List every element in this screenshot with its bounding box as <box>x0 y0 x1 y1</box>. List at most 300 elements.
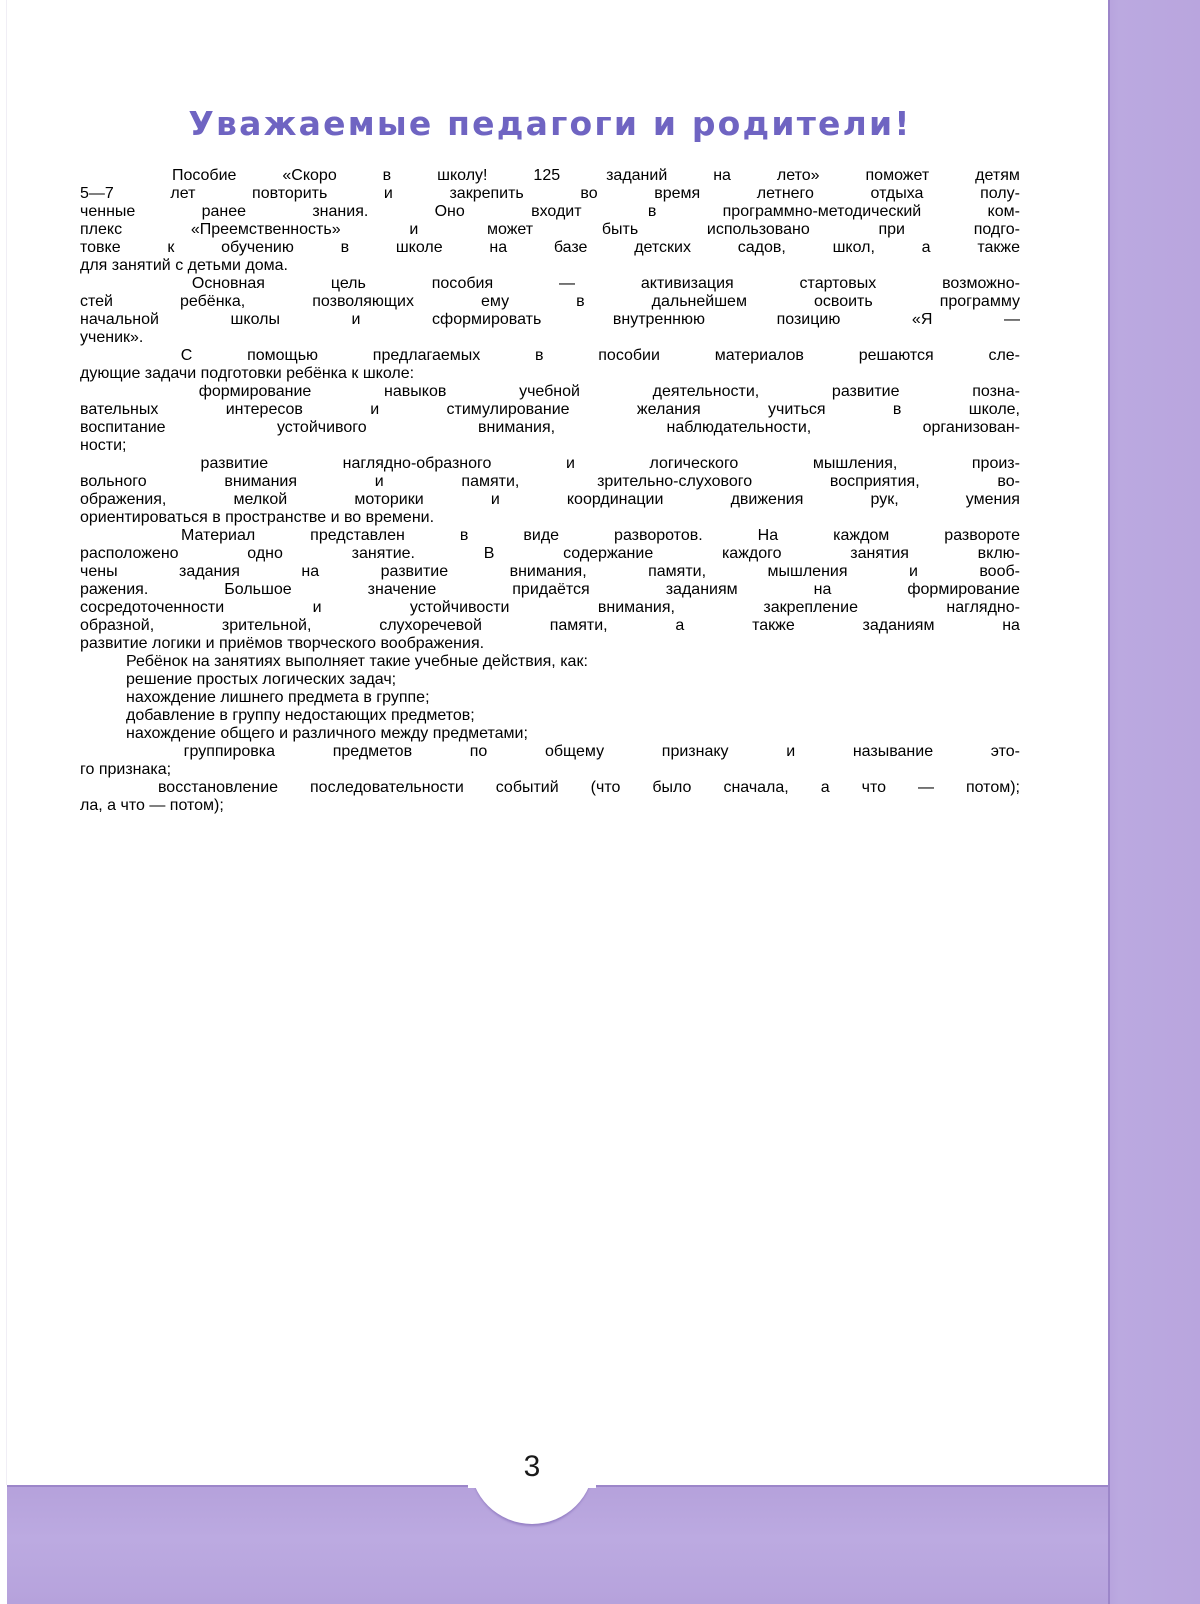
text-line <box>80 383 1020 401</box>
word: нахождение <box>126 725 216 742</box>
text-line <box>80 779 1020 797</box>
word: наблюдательности, <box>666 419 812 436</box>
word: С <box>180 347 193 364</box>
word: на <box>191 653 210 670</box>
word: повторить <box>252 185 328 202</box>
word: стей <box>80 293 113 310</box>
word: времени. <box>365 509 435 526</box>
word: ображения, <box>80 491 167 508</box>
word: на <box>813 581 832 598</box>
word: и <box>908 563 918 580</box>
word: и <box>409 221 419 238</box>
word: внимания, <box>478 419 556 436</box>
word: Ребёнок <box>126 653 188 670</box>
paragraph-indent <box>80 167 126 185</box>
word: логических <box>262 671 345 688</box>
word: на <box>301 563 320 580</box>
word: формирование <box>198 383 312 400</box>
bullet-indent <box>80 455 126 473</box>
bullet-indent <box>80 671 126 689</box>
text-line <box>80 761 1020 779</box>
bullet-indent <box>80 779 126 797</box>
word: поможет <box>865 167 930 184</box>
word: подго- <box>973 221 1020 238</box>
word: — <box>149 797 166 814</box>
word: во- <box>997 473 1020 490</box>
word: го <box>80 761 95 778</box>
word: школ, <box>832 239 875 256</box>
bullet-indent <box>80 707 126 725</box>
word: ченные <box>80 203 136 220</box>
word: развитие <box>200 455 269 472</box>
text-line <box>80 509 1020 527</box>
word: формирование <box>907 581 1020 598</box>
word: виде <box>523 527 560 544</box>
word: на <box>489 239 508 256</box>
word: ла, <box>80 797 103 814</box>
text-line <box>80 527 1020 545</box>
word: начальной <box>80 311 159 328</box>
word: по <box>469 743 488 760</box>
word: программу <box>939 293 1020 310</box>
word: творческого <box>287 635 377 652</box>
word: быть <box>601 221 639 238</box>
word: программно-методический <box>722 203 922 220</box>
word: подготовки <box>200 365 282 382</box>
text-line <box>80 599 1020 617</box>
text-line <box>80 581 1020 599</box>
word: 125 <box>533 167 561 184</box>
text-line <box>80 203 1020 221</box>
word: заданиям <box>862 617 935 634</box>
word: для <box>80 257 108 274</box>
word: при <box>878 221 905 238</box>
word: мелкой <box>233 491 288 508</box>
text-line <box>80 653 1020 671</box>
word: добавление <box>126 707 215 724</box>
intro-paragraph <box>80 167 1020 275</box>
word: в <box>576 293 585 310</box>
text-line <box>80 239 1020 257</box>
word: было <box>652 779 692 796</box>
word: приёмов <box>218 635 283 652</box>
text-line <box>80 401 1020 419</box>
word: и <box>565 455 575 472</box>
word: задач; <box>349 671 397 688</box>
bullet-indent <box>80 743 126 761</box>
word: ранее <box>201 203 247 220</box>
word: нахождение <box>126 689 216 706</box>
word: что <box>120 797 145 814</box>
word: вольного <box>80 473 147 490</box>
word: время <box>654 185 701 202</box>
word: а <box>675 617 685 634</box>
word: в <box>459 527 469 544</box>
word: расположено <box>80 545 179 562</box>
word: сформировать <box>432 311 542 328</box>
word: заданиям <box>665 581 738 598</box>
word: такие <box>369 653 411 670</box>
word: слухоречевой <box>379 617 482 634</box>
text-line <box>80 563 1020 581</box>
word: во <box>343 509 362 526</box>
word: ности; <box>80 437 127 454</box>
word: развитие <box>380 563 449 580</box>
word: (что <box>590 779 621 796</box>
text-line <box>80 185 1020 203</box>
word: пространстве <box>225 509 327 526</box>
word: учебные <box>414 653 479 670</box>
word: Пособие <box>171 167 237 184</box>
word: дальнейшем <box>651 293 747 310</box>
text-line <box>80 293 1020 311</box>
text-line <box>80 329 1020 347</box>
bullet-indent <box>80 725 126 743</box>
word: к <box>351 365 359 382</box>
text-line <box>80 347 1020 365</box>
word: предмета <box>288 689 359 706</box>
word: устойчивого <box>276 419 367 436</box>
word: в <box>535 347 544 364</box>
word: также <box>752 617 795 634</box>
word: развитие <box>831 383 900 400</box>
word: в <box>340 239 350 256</box>
word: занятия <box>850 545 909 562</box>
word: Большое <box>224 581 292 598</box>
text-line <box>80 311 1020 329</box>
text-line <box>80 725 1020 743</box>
word: Материал <box>181 527 256 544</box>
word: и <box>330 509 340 526</box>
word: задачи <box>144 365 197 382</box>
word: и <box>312 599 322 616</box>
page-content <box>80 104 1020 815</box>
word: наглядно-образного <box>342 455 492 472</box>
word: умения <box>965 491 1020 508</box>
word: заданий <box>606 167 668 184</box>
word: пособия <box>431 275 494 292</box>
word: «Я <box>911 311 933 328</box>
word: — <box>559 275 576 292</box>
word: действия, <box>482 653 556 670</box>
word: потом); <box>169 797 224 814</box>
word: базе <box>553 239 588 256</box>
word: вооб- <box>979 563 1020 580</box>
word: школы <box>230 311 280 328</box>
word: «Скоро <box>282 167 337 184</box>
word: предметами; <box>432 725 528 742</box>
word: занятиях <box>214 653 281 670</box>
word: предметов <box>332 743 413 760</box>
word: группу <box>232 707 281 724</box>
word: сосредоточенности <box>80 599 225 616</box>
word: может <box>487 221 534 238</box>
word: решаются <box>858 347 934 364</box>
word: предлагаемых <box>372 347 481 364</box>
text-line <box>80 167 1020 185</box>
word: ражения. <box>80 581 149 598</box>
paragraph-indent <box>80 347 126 365</box>
word: а <box>820 779 830 796</box>
paragraph-indent <box>80 527 126 545</box>
word: воспитание <box>80 419 166 436</box>
word: наглядно- <box>946 599 1020 616</box>
word: 5—7 <box>80 185 114 202</box>
word: что <box>861 779 886 796</box>
word: между <box>380 725 429 742</box>
paragraph-indent <box>80 275 126 293</box>
word: отдыха <box>870 185 924 202</box>
word: лет <box>170 185 196 202</box>
word: внимания, <box>509 563 587 580</box>
word: — <box>917 779 934 796</box>
text-line <box>80 617 1020 635</box>
word: потом); <box>965 779 1020 796</box>
word: ребёнка <box>286 365 347 382</box>
word: входит <box>531 203 582 220</box>
word: в <box>219 707 228 724</box>
word: Оно <box>434 203 465 220</box>
word: памяти, <box>461 473 520 490</box>
text-line <box>80 797 1020 815</box>
word: образной, <box>80 617 155 634</box>
text-line <box>80 689 1020 707</box>
word: стартовых <box>799 275 877 292</box>
word: решение <box>126 671 193 688</box>
word: на <box>713 167 731 184</box>
word: вклю- <box>977 545 1020 562</box>
word: воображения. <box>380 635 485 652</box>
word: освоить <box>813 293 873 310</box>
word: ком- <box>987 203 1020 220</box>
word: представлен <box>310 527 405 544</box>
word: и <box>205 635 215 652</box>
word: внимания <box>224 473 297 490</box>
word: последовательности <box>310 779 464 796</box>
word: разворотов. <box>614 527 703 544</box>
word: На <box>757 527 779 544</box>
word: и <box>374 473 384 490</box>
word: событий <box>495 779 559 796</box>
word: координации <box>566 491 664 508</box>
text-line <box>80 419 1020 437</box>
word: на <box>1002 617 1020 634</box>
action-bullet-3 <box>80 707 1020 725</box>
word: группировка <box>183 743 276 760</box>
word: ориентироваться <box>80 509 208 526</box>
word: деятельности, <box>652 383 760 400</box>
word: позволяющих <box>312 293 414 310</box>
word: материалов <box>714 347 804 364</box>
task-bullet-1 <box>80 383 1020 455</box>
word: произ- <box>971 455 1020 472</box>
word: во <box>580 185 598 202</box>
word: лето» <box>776 167 820 184</box>
word: называние <box>852 743 934 760</box>
word: логики <box>152 635 202 652</box>
text-line <box>80 671 1020 689</box>
text-line <box>80 455 1020 473</box>
word: товке <box>80 239 121 256</box>
word: дующие <box>80 365 141 382</box>
word: значение <box>367 581 437 598</box>
word: и <box>351 311 361 328</box>
text-line <box>80 545 1020 563</box>
text-line <box>80 707 1020 725</box>
word: с <box>175 257 184 274</box>
page-number: 3 <box>523 1450 541 1483</box>
word: и <box>786 743 796 760</box>
word: полу- <box>980 185 1020 202</box>
word: восприятия, <box>829 473 920 490</box>
word: организован- <box>922 419 1020 436</box>
word: «Преемственность» <box>190 221 341 238</box>
word: рук, <box>870 491 899 508</box>
word: ребёнка, <box>180 293 246 310</box>
word: закрепление <box>763 599 858 616</box>
word: каждого <box>721 545 782 562</box>
word: детских <box>634 239 691 256</box>
word: детьми <box>187 257 241 274</box>
word: признака; <box>98 761 172 778</box>
action-bullet-1 <box>80 671 1020 689</box>
word: позицию <box>776 311 841 328</box>
action-bullet-5 <box>80 743 1020 779</box>
text-line <box>80 221 1020 239</box>
word: стимулирование <box>446 401 570 418</box>
text-line <box>80 437 1020 455</box>
word: в <box>363 689 372 706</box>
word: и <box>490 491 500 508</box>
word: в <box>647 203 657 220</box>
word: в <box>382 167 392 184</box>
word: содержание <box>563 545 654 562</box>
word: к <box>167 239 175 256</box>
word: помощью <box>247 347 319 364</box>
word: В <box>483 545 495 562</box>
text-line <box>80 275 1020 293</box>
word: лишнего <box>220 689 284 706</box>
word: также <box>977 239 1020 256</box>
word: каждом <box>833 527 890 544</box>
word: садов, <box>737 239 786 256</box>
word: памяти, <box>549 617 608 634</box>
word: — <box>1003 311 1020 328</box>
word: в <box>892 401 902 418</box>
word: навыков <box>384 383 447 400</box>
learning-actions-lead-in-paragraph <box>80 653 1020 671</box>
word: устойчивости <box>409 599 510 616</box>
word: вательных <box>80 401 159 418</box>
word: восстановление <box>157 779 279 796</box>
word: движения <box>730 491 804 508</box>
text-line <box>80 491 1020 509</box>
word: желания <box>636 401 701 418</box>
word: внимания, <box>597 599 675 616</box>
word: как: <box>560 653 588 670</box>
word: придаётся <box>512 581 590 598</box>
word: сле- <box>988 347 1020 364</box>
word: логического <box>649 455 739 472</box>
word: признаку <box>661 743 729 760</box>
word: Основная <box>191 275 265 292</box>
word: задания <box>179 563 240 580</box>
tasks-lead-in-paragraph <box>80 347 1020 383</box>
word: занятие. <box>351 545 415 562</box>
bullet-indent <box>80 383 126 401</box>
word: мышления, <box>812 455 898 472</box>
paragraph-indent <box>80 653 126 671</box>
word: простых <box>196 671 258 688</box>
word: детям <box>975 167 1020 184</box>
word: моторики <box>354 491 424 508</box>
word: зрительной, <box>221 617 312 634</box>
word: закрепить <box>449 185 524 202</box>
word: использовано <box>706 221 810 238</box>
word: и <box>383 185 393 202</box>
word: школе, <box>968 401 1020 418</box>
word: в <box>212 509 221 526</box>
text-line <box>80 473 1020 491</box>
word: знания. <box>312 203 369 220</box>
body-text <box>80 167 1020 815</box>
page-title: Уважаемые педагоги и родители! <box>188 104 912 143</box>
word: внутреннюю <box>612 311 705 328</box>
word: ему <box>480 293 510 310</box>
word: цель <box>330 275 366 292</box>
word: а <box>107 797 117 814</box>
word: предметов; <box>390 707 475 724</box>
word: активизация <box>640 275 734 292</box>
word: мышления <box>767 563 848 580</box>
material-structure-paragraph <box>80 527 1020 653</box>
word: одно <box>247 545 283 562</box>
action-bullet-4 <box>80 725 1020 743</box>
word: сначала, <box>723 779 789 796</box>
word: дома. <box>245 257 288 274</box>
word: учебной <box>519 383 580 400</box>
word: чены <box>80 563 118 580</box>
word: группе; <box>376 689 430 706</box>
word: учиться <box>767 401 826 418</box>
word: выполняет <box>285 653 365 670</box>
word: а <box>921 239 931 256</box>
word: памяти, <box>648 563 707 580</box>
word: ученик». <box>80 329 144 346</box>
action-bullet-2 <box>80 689 1020 707</box>
text-line <box>80 257 1020 275</box>
word: и <box>279 725 289 742</box>
text-line <box>80 743 1020 761</box>
word: и <box>370 401 380 418</box>
decorative-band-right <box>1108 0 1200 1604</box>
word: зрительно-слухового <box>597 473 753 490</box>
word: развитие <box>80 635 148 652</box>
page-trim-line <box>6 0 7 1485</box>
word: школе <box>395 239 443 256</box>
word: это- <box>990 743 1020 760</box>
word: различного <box>292 725 377 742</box>
word: возможно- <box>942 275 1020 292</box>
word: позна- <box>972 383 1020 400</box>
text-line <box>80 635 1020 653</box>
word: занятий <box>111 257 171 274</box>
word: развороте <box>944 527 1020 544</box>
action-bullet-6 <box>80 779 1020 815</box>
word: летнего <box>756 185 814 202</box>
word: школу! <box>437 167 488 184</box>
bullet-indent <box>80 689 126 707</box>
